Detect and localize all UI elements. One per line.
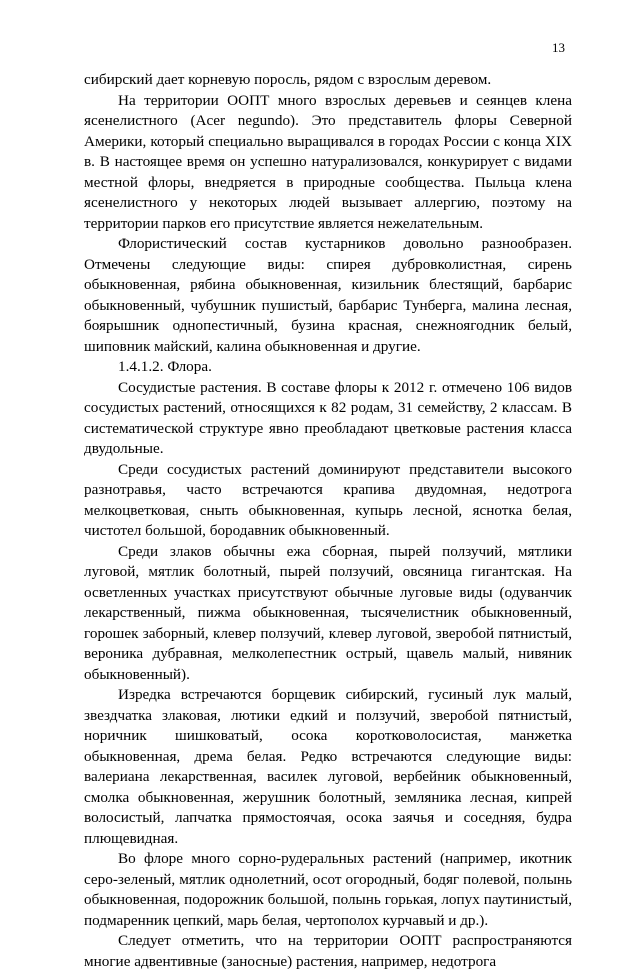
section-heading-flora: 1.4.1.2. Флора. — [118, 358, 212, 375]
page-content — [84, 70, 572, 972]
paragraph-grasses: Среди злаков обычны ежа сборная, пырей ползучий, мятлики луговой, мятлик болотный, пырей ползучий, овсяница гигантская. На осветленных участках присутствуют обычные луговые виды (одуванчик лекарственный, пижма обыкновенная, тысячелистник обыкновенный, горошек заборный, клевер ползучий, клевер луговой, зверобой пятнистый, вероника дубравная, мелколепестник острый, щавель малый, нивяник обыкновенный). — [84, 542, 572, 683]
paragraph-vascular-plants: Сосудистые растения. В составе флоры к 2012 г. отмечено 106 видов сосудистых растений, относящихся к 82 родам, 31 семейству, 2 классам. В систематической структуре явно преобладают цветковые растения класса двудольные. — [84, 378, 572, 457]
paragraph-continuation: сибирский дает корневую поросль, рядом с взрослым деревом. — [84, 71, 492, 88]
paragraph-shrubs: Флористический состав кустарников довольно разнообразен. Отмечены следующие виды: спирея дубровколистная, сирень обыкновенная, рябина обыкновенная, кизильник блестящий, барбарис обыкновенный, чубушник пушистый, барбарис Тунберга, малина лесная, боярышник однопестичный, бузина красная, снежноягодник белый, шиповник майский, калина обыкновенная и другие. — [84, 235, 572, 355]
paragraph-rare-species: Изредка встречаются борщевик сибирский, гусиный лук малый, звездчатка злаковая, лютики едкий и ползучий, зверобой пятнистый, норичник шишковатый, осока коротковолосистая, манжетка обыкновенная, дрема белая. Редко встречаются следующие виды: валериана лекарственная, василек луговой, вербейник обыкновенный, смолка обыкновенная, жерушник болотный, земляника лесная, кипрей волосистый, лапчатка прямостоячая, осока заячья и соседняя, будра плющевидная. — [84, 686, 572, 847]
paragraph-adventive-plants: Следует отметить, что на территории ООПТ распространяются многие адвентивные (заносные) растения, например, недотрога — [84, 932, 572, 970]
page-number: 13 — [552, 40, 565, 55]
paragraph-dominant-species: Среди сосудистых растений доминируют представители высокого разнотравья, часто встречаются крапива двудомная, недотрога мелкоцветковая, сныть обыкновенная, купырь лесной, яснотка белая, чистотел большой, бородавник обыкновенный. — [84, 460, 572, 539]
paragraph-ruderal-plants: Во флоре много сорно-рудеральных растений (например, икотник серо-зеленый, мятлик однолетний, осот огородный, бодяг полевой, полынь обыкновенная, подорожник большой, полынь горькая, лопух паутинистый, подмаренник цепкий, марь белая, чертополох курчавый и др.). — [84, 850, 572, 929]
paragraph-acer-negundo: На территории ООПТ много взрослых деревьев и сеянцев клена ясенелистного (Acer negundo). Это представитель флоры Северной Америки, который специально выращивался в городах России с конца XIX в. В настоящее время он успешно натурализовался, конкурирует с видами местной флоры, внедряется в природные сообщества. Пыльца клена ясенелистного у некоторых людей вызывает аллергию, поэтому на территории парков его присутствие является нежелательным. — [84, 91, 572, 232]
